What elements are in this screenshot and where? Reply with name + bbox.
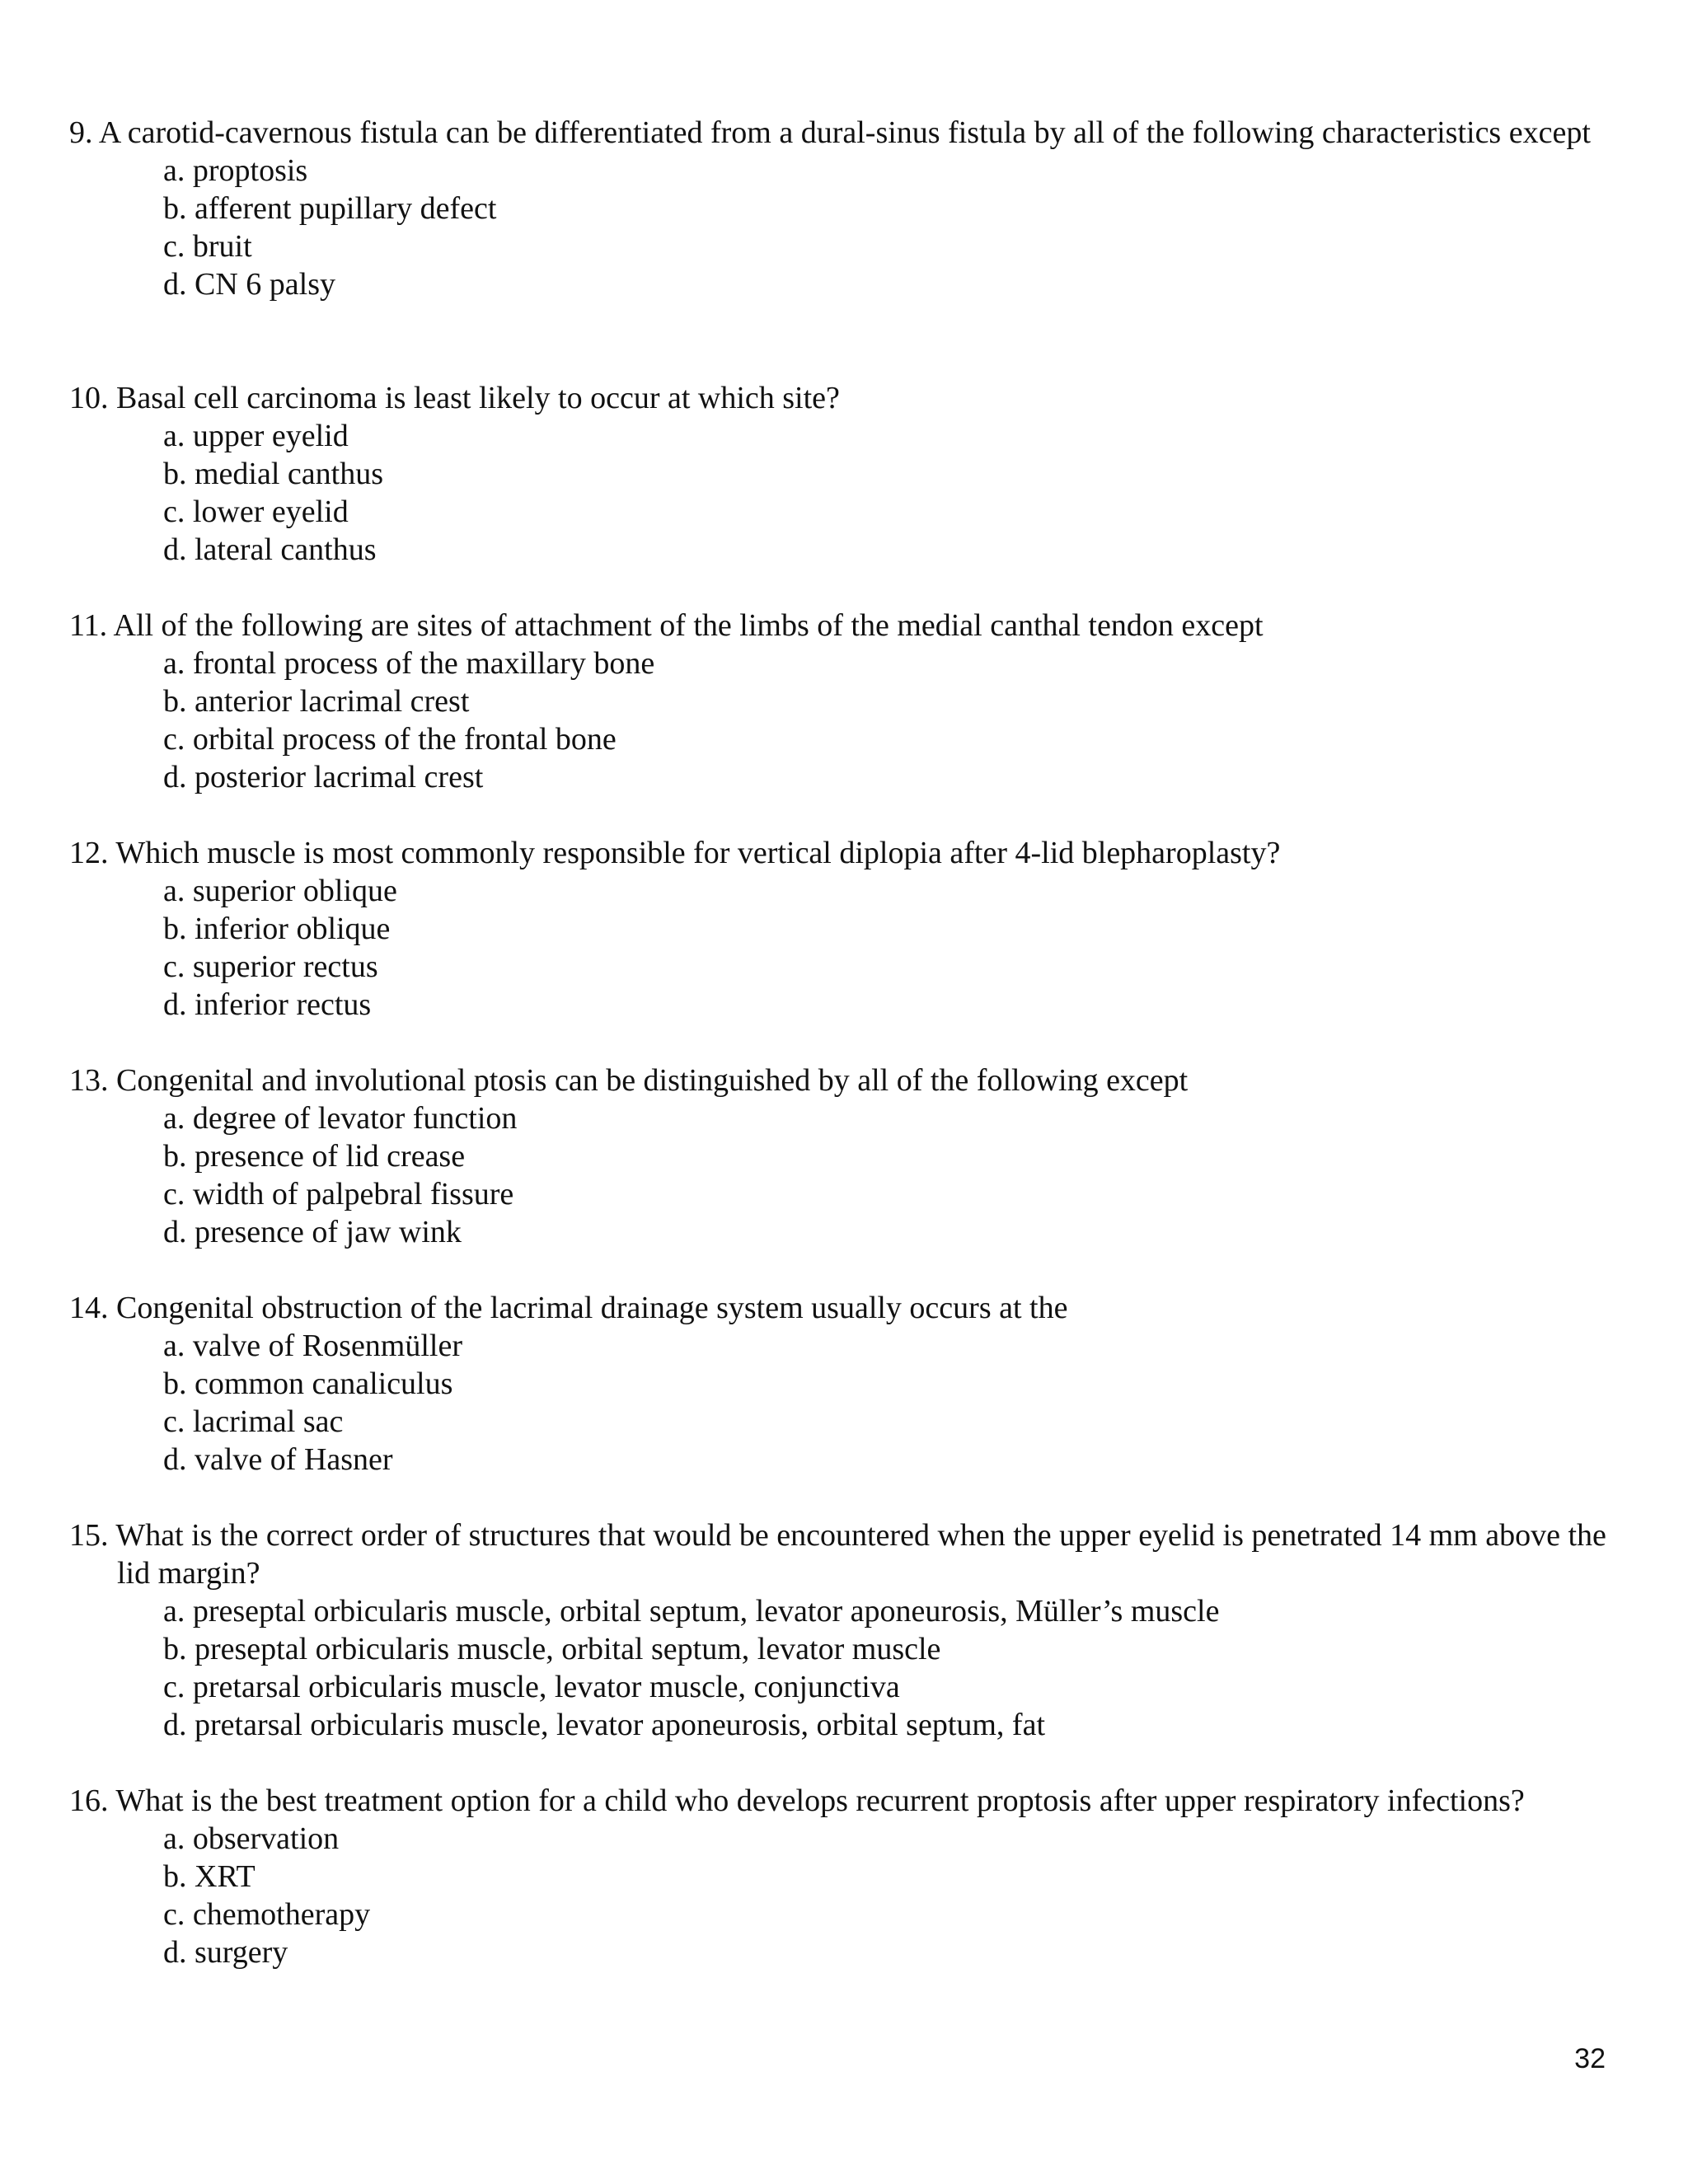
- option-d: d. CN 6 palsy: [163, 267, 335, 302]
- question-9: [69, 114, 1619, 303]
- question-stem: All of the following are sites of attachment of the limbs of the medial canthal tendon except: [113, 608, 1264, 643]
- option-c: c. lacrimal sac: [163, 1404, 344, 1439]
- option-a: a. degree of levator function: [163, 1101, 518, 1136]
- question-number: 10.: [69, 381, 109, 415]
- option-d: d. valve of Hasner: [163, 1442, 393, 1477]
- question-stem: What is the correct order of structures that would be encountered when the upper eyelid is penetrated 14 mm above the lid margin?: [115, 1518, 1606, 1591]
- option-a: a. valve of Rosenmüller: [163, 1329, 463, 1363]
- question-number: 13.: [69, 1063, 109, 1098]
- question-stem: Congenital and involutional ptosis can be distinguished by all of the following except: [116, 1063, 1189, 1098]
- page-number: 32: [1574, 2043, 1606, 2074]
- question-text: [69, 607, 1619, 644]
- answer-options: [69, 872, 1619, 1024]
- question-text: [69, 1782, 1619, 1820]
- question-10: [69, 379, 1619, 569]
- option-c: c. superior rectus: [163, 949, 378, 984]
- question-15: [69, 1516, 1619, 1744]
- question-number: 14.: [69, 1291, 109, 1325]
- question-14: [69, 1289, 1619, 1479]
- option-c: c. pretarsal orbicularis muscle, levator muscle, conjunctiva: [163, 1670, 900, 1704]
- option-a: a. observation: [163, 1821, 340, 1856]
- question-stem: Congenital obstruction of the lacrimal drainage system usually occurs at the: [116, 1291, 1068, 1325]
- option-b: b. anterior lacrimal crest: [163, 684, 470, 719]
- question-stem: A carotid-cavernous fistula can be differentiated from a dural-sinus fistula by all of the following characteristics except: [98, 115, 1591, 150]
- option-a: a. frontal process of the maxillary bone: [163, 646, 655, 681]
- option-d: d. presence of jaw wink: [163, 1215, 462, 1249]
- option-b: b. afferent pupillary defect: [163, 191, 497, 226]
- question-number: 15.: [69, 1518, 109, 1553]
- option-d: d. surgery: [163, 1935, 288, 1970]
- question-11: [69, 607, 1619, 796]
- question-number: 9.: [69, 115, 93, 150]
- option-b: b. common canaliculus: [163, 1366, 453, 1401]
- answer-options: [69, 417, 1619, 569]
- question-12: [69, 834, 1619, 1024]
- option-d: d. inferior rectus: [163, 987, 372, 1022]
- answer-options: [69, 644, 1619, 796]
- question-16: [69, 1782, 1619, 1971]
- question-text: [69, 834, 1619, 872]
- option-a: a. upper eyelid: [163, 419, 349, 453]
- answer-options: [69, 1327, 1619, 1479]
- option-d: d. posterior lacrimal crest: [163, 760, 484, 794]
- option-b: b. preseptal orbicularis muscle, orbital septum, levator muscle: [163, 1632, 941, 1666]
- option-d: d. pretarsal orbicularis muscle, levator aponeurosis, orbital septum, fat: [163, 1708, 1046, 1742]
- option-c: c. width of palpebral fissure: [163, 1177, 514, 1212]
- option-a: a. proptosis: [163, 153, 308, 188]
- question-stem: Which muscle is most commonly responsible for vertical diplopia after 4-lid blepharoplasty?: [115, 836, 1281, 870]
- answer-options: [69, 1099, 1619, 1251]
- option-b: b. presence of lid crease: [163, 1139, 466, 1174]
- question-number: 12.: [69, 836, 109, 870]
- question-number: 16.: [69, 1783, 109, 1818]
- answer-options: [69, 1592, 1619, 1744]
- question-number: 11.: [69, 608, 108, 643]
- question-text: [69, 1516, 1619, 1592]
- option-b: b. medial canthus: [163, 457, 383, 491]
- option-b: b. inferior oblique: [163, 912, 391, 946]
- option-c: c. chemotherapy: [163, 1897, 371, 1932]
- option-a: a. superior oblique: [163, 874, 397, 908]
- answer-options: [69, 152, 1619, 303]
- answer-options: [69, 1820, 1619, 1971]
- question-text: [69, 114, 1619, 152]
- question-text: [69, 1062, 1619, 1099]
- option-c: c. orbital process of the frontal bone: [163, 722, 617, 757]
- question-text: [69, 1289, 1619, 1327]
- option-a: a. preseptal orbicularis muscle, orbital septum, levator aponeurosis, Müller’s muscle: [163, 1594, 1220, 1629]
- question-stem: Basal cell carcinoma is least likely to occur at which site?: [116, 381, 840, 415]
- question-stem: What is the best treatment option for a child who develops recurrent proptosis after upper respiratory infections?: [115, 1783, 1525, 1818]
- question-13: [69, 1062, 1619, 1251]
- option-b: b. XRT: [163, 1859, 256, 1894]
- option-c: c. lower eyelid: [163, 494, 349, 529]
- option-c: c. bruit: [163, 229, 252, 264]
- option-d: d. lateral canthus: [163, 532, 377, 567]
- question-text: [69, 379, 1619, 417]
